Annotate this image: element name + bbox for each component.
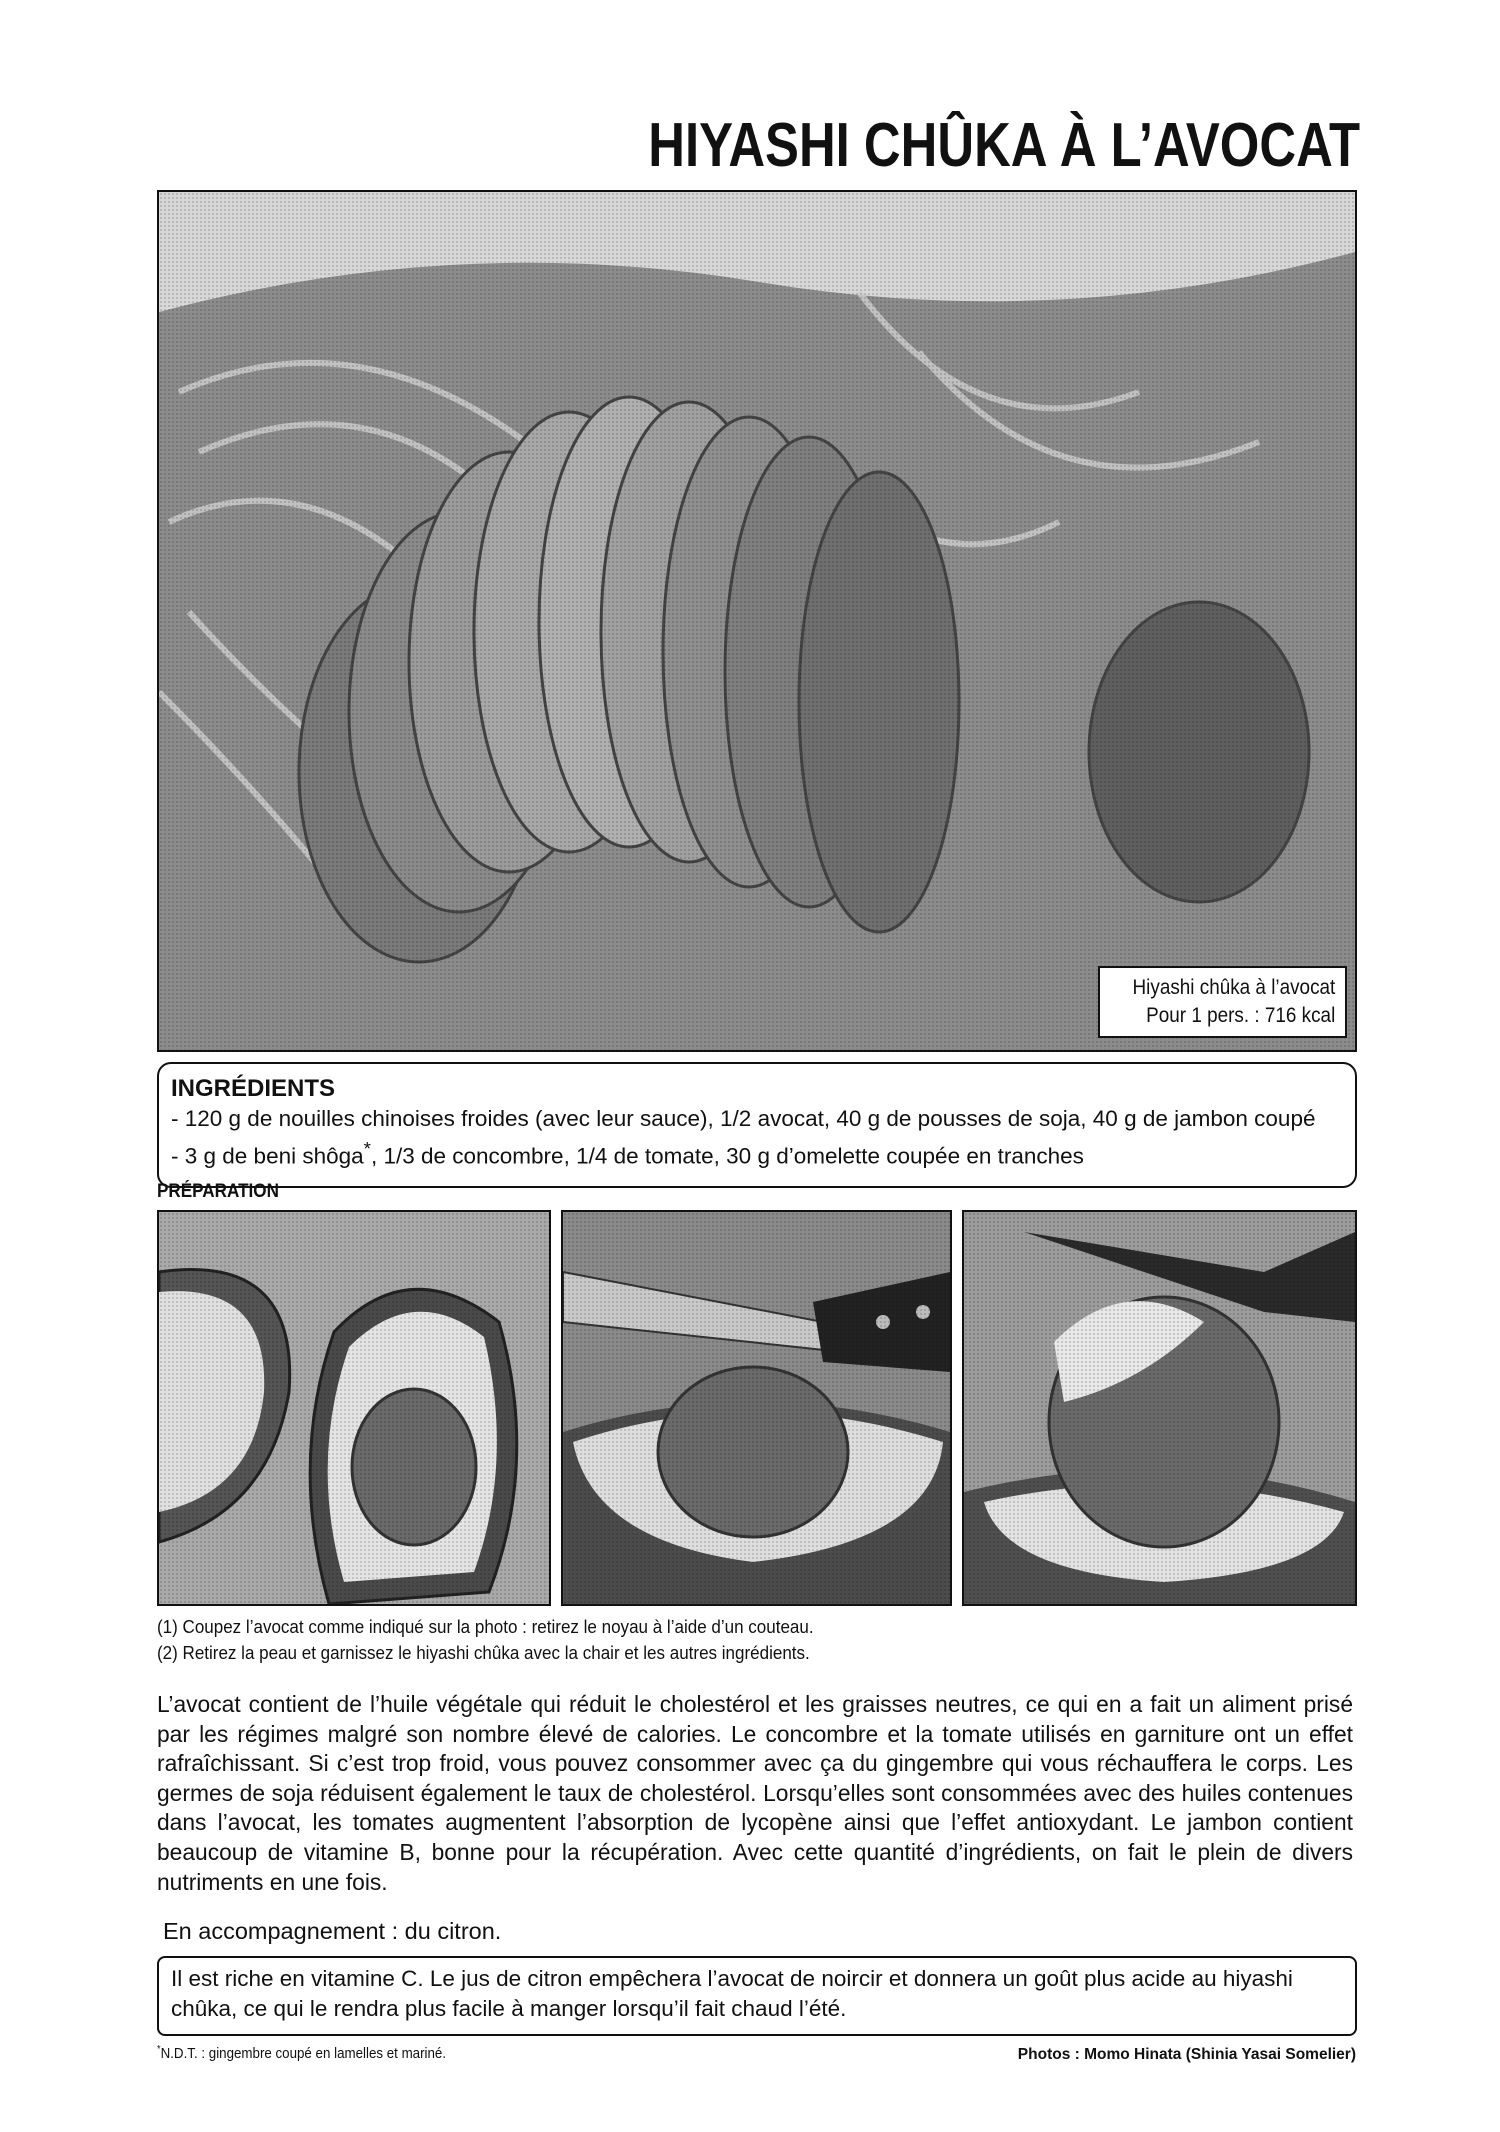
ingredients-line-2-end: , 1/3 de concombre, 1/4 de tomate, 30 g d’omelette coupée en tranches — [370, 1143, 1084, 1169]
caption-calories: Pour 1 pers. : 716 kcal — [1145, 1004, 1335, 1027]
ingredients-heading: INGRÉDIENTS — [171, 1075, 336, 1102]
ingredients-line-2 — [171, 1134, 1343, 1172]
preparation-steps — [157, 1614, 814, 1666]
lemon-note-text: Il est riche en vitamine C. Le jus de citron empêchera l’avocat de noircir et donnera un goût plus acide au hiyashi chûka, ce qui le rendra plus facile à manger lorsqu’il fait chaud l’été. — [171, 1966, 1293, 2021]
accompaniment-text: En accompagnement : du citron. — [163, 1918, 502, 1944]
step-photo-3 — [962, 1210, 1357, 1606]
main-dish-photo — [157, 190, 1357, 1052]
footnote-text: N.D.T. : gingembre coupé en lamelles et mariné. — [160, 2045, 447, 2062]
footnote-mark: * — [157, 2044, 161, 2055]
preparation-heading: PRÉPARATION — [157, 1181, 279, 1202]
ingredients-line-2-start: - 3 g de beni shôga — [171, 1143, 364, 1169]
footnote — [157, 2044, 446, 2062]
photo-credits: Photos : Momo Hinata (Shinia Yasai Somelier) — [1017, 2046, 1356, 2063]
page-title: HIYASHI CHÛKA À L’AVOCAT — [648, 111, 1360, 180]
pit-on-knife-image — [964, 1212, 1355, 1604]
footnote-marker: * — [363, 1138, 371, 1159]
body-paragraph: L’avocat contient de l’huile végétale qui réduit le cholestérol et les graisses neutres, ce qui en a fait un aliment prisé par les régimes malgré son nombre élevé de calories. Le concombre et la tomate utilisés en garniture ont un effet rafraîchissant. Si c’est trop froid, vous pouvez consommer avec ça du gingembre qui vous réchauffera le corps. Les germes de soja réduisent également le taux de cholestérol. Lorsqu’elles sont consommées avec des huiles contenues dans l’avocat, les tomates augmentent l’absorption de lycopène ainsi que l’effet antioxydant. Le jambon contient beaucoup de vitamine B, bonne pour la récupération. Avec cette quantité d’ingrédients, on fait le plein de divers nutriments en une fois. — [157, 1691, 1353, 1895]
avocado-halves-image — [159, 1212, 549, 1604]
lemon-note-box — [157, 1956, 1357, 2036]
photo-caption — [1098, 966, 1347, 1038]
caption-dish-name: Hiyashi chûka à l’avocat — [1132, 976, 1335, 999]
step-2-text: (2) Retirez la peau et garnissez le hiyashi chûka avec la chair et les autres ingrédients. — [157, 1642, 810, 1663]
step-photo-2 — [561, 1210, 952, 1606]
step-photo-1 — [157, 1210, 551, 1606]
avocado-noodles-image — [159, 192, 1355, 1050]
ingredients-box — [157, 1062, 1357, 1188]
knife-removing-pit-image — [563, 1212, 950, 1604]
step-1-text: (1) Coupez l’avocat comme indiqué sur la photo : retirez le noyau à l’aide d’un couteau. — [157, 1616, 814, 1637]
ingredients-line-1: - 120 g de nouilles chinoises froides (avec leur sauce), 1/2 avocat, 40 g de pousses de soja, 40 g de jambon coupé — [171, 1106, 1316, 1131]
